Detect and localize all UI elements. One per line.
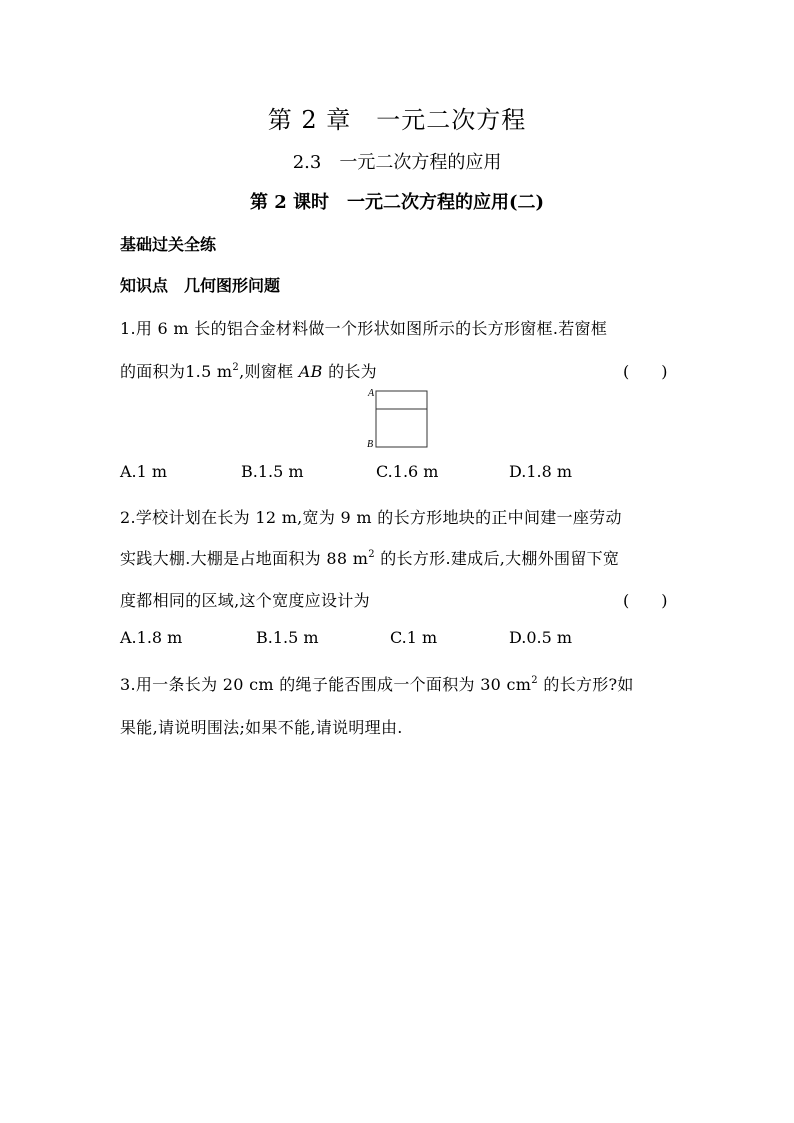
superscript: 2 (368, 549, 375, 560)
question-1-line-2 (120, 359, 377, 382)
question-2-line-3: 度都相同的区域,这个宽度应设计为 (120, 591, 370, 610)
question-1-text-b: ,则窗框 (239, 362, 299, 381)
q2-option-b: B.1.5 m (256, 628, 319, 647)
question-2-line-1: 2.学校计划在长为 12 m,宽为 9 m 的长方形地块的正中间建一座劳动 (120, 508, 622, 527)
question-2-text-b: 的长方形.建成后,大棚外围留下宽 (374, 549, 620, 568)
window-outer-rect (376, 391, 427, 447)
q2-option-a: A.1.8 m (120, 628, 183, 647)
q1-option-b: B.1.5 m (241, 462, 304, 481)
section-title: 2.3 一元二次方程的应用 (292, 152, 502, 173)
question-3-line-2: 果能,请说明围法;如果不能,请说明理由. (120, 718, 403, 737)
chapter-title: 第 2 章 一元二次方程 (267, 106, 527, 134)
knowledge-point-heading: 知识点 几何图形问题 (120, 276, 281, 295)
superscript: 2 (232, 362, 240, 373)
question-2-line-2 (120, 546, 619, 569)
section-heading: 基础过关全练 (120, 235, 217, 254)
question-3-text-a: 3.用一条长为 20 cm 的绳子能否围成一个面积为 30 cm (120, 675, 532, 694)
answer-bracket-2: ( ) (623, 591, 668, 610)
q2-option-c: C.1 m (390, 628, 438, 647)
label-b: B (367, 439, 374, 450)
superscript: 2 (531, 675, 538, 686)
question-3-text-b: 的长方形?如 (537, 675, 634, 694)
question-1-text-a: 的面积为1.5 m (120, 362, 233, 381)
question-1-text-c: 的长为 (322, 362, 377, 381)
lesson-title: 第 2 课时 一元二次方程的应用(二) (249, 192, 545, 213)
q1-option-a: A.1 m (120, 462, 168, 481)
q1-option-d: D.1.8 m (509, 462, 573, 481)
window-frame-figure (362, 383, 442, 453)
question-2-text-a: 实践大棚.大棚是占地面积为 88 m (120, 549, 369, 568)
question-3-line-1 (120, 672, 634, 695)
label-a: A (368, 388, 375, 399)
q1-option-c: C.1.6 m (376, 462, 439, 481)
segment-ab: AB (298, 362, 323, 381)
q2-option-d: D.0.5 m (509, 628, 573, 647)
answer-bracket-1: ( ) (623, 362, 668, 381)
question-1-line-1: 1.用 6 m 长的铝合金材料做一个形状如图所示的长方形窗框.若窗框 (120, 319, 608, 338)
